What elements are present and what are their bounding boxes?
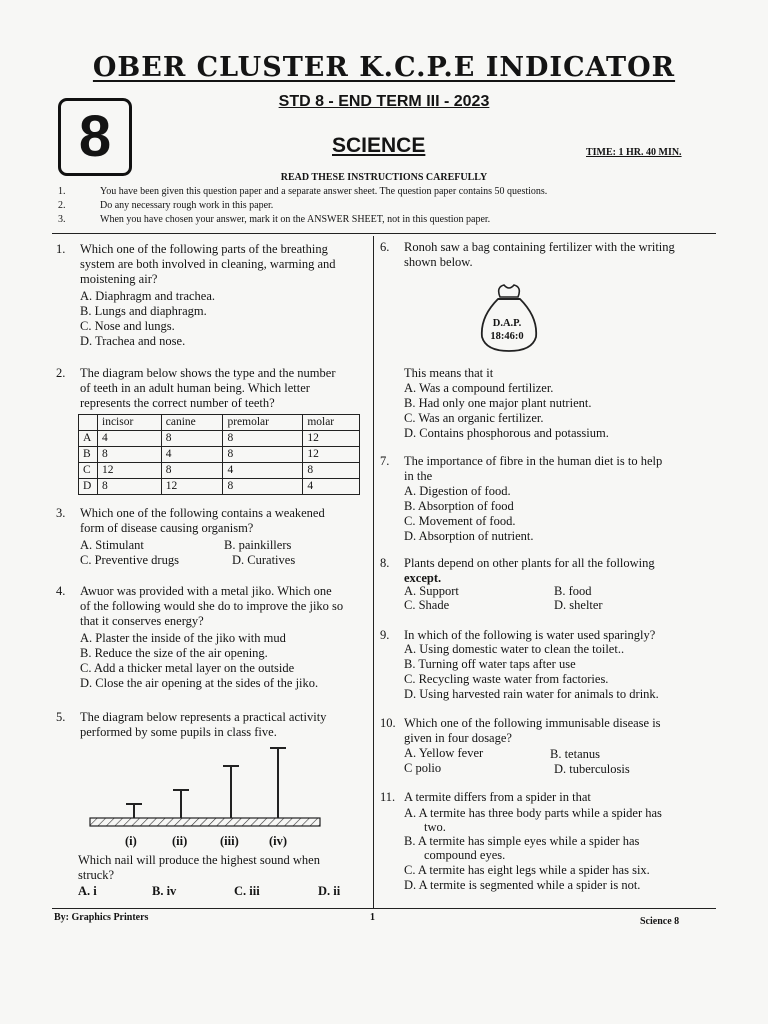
option-d: D. Absorption of nutrient. (404, 529, 534, 543)
header-divider (52, 233, 716, 234)
question-number: 5. (56, 710, 66, 724)
stem-line: represents the correct number of teeth? (80, 396, 275, 410)
table-cell: 8 (161, 431, 223, 447)
instruction-number: 1. (58, 186, 66, 197)
stem-line: The diagram below represents a practical activity (80, 710, 327, 724)
table-cell: 8 (223, 479, 303, 495)
option-b: B. tetanus (550, 747, 600, 761)
question-6 (380, 240, 710, 446)
table-cell: 8 (98, 479, 162, 495)
option-d: D. Close the air opening at the sides of the jiko. (80, 676, 319, 690)
table-row (79, 447, 360, 463)
table-cell: 12 (98, 463, 162, 479)
question-stem (80, 710, 326, 740)
stem-line: In which of the following is water used sparingly? (404, 628, 656, 642)
table-header-cell: canine (161, 415, 223, 431)
table-cell: C (79, 463, 98, 479)
nail-label-ii: (ii) (172, 834, 188, 848)
table-header-cell (79, 415, 98, 431)
question-stem (404, 628, 655, 643)
bag-label-line: D.A.P. (492, 318, 522, 329)
table-row (79, 479, 360, 495)
stem-line: The diagram below shows the type and the number (80, 366, 336, 380)
option-b: B. Reduce the size of the air opening. (80, 646, 268, 660)
table-cell: D (79, 479, 98, 495)
option-c: C. Recycling waste water from factories. (404, 672, 609, 686)
stem-line: Plants depend on other plants for all the following (404, 556, 655, 570)
option-a: A. Plaster the inside of the jiko with mud (80, 631, 286, 645)
option-a: A. Digestion of food. (404, 484, 511, 498)
stem-line: The importance of fibre in the human diet is to help (404, 454, 663, 468)
bag-label-line: 18:46:0 (490, 331, 524, 342)
question-stem (80, 584, 343, 629)
option-b: B. food (554, 584, 592, 598)
question-stem (80, 366, 336, 411)
nail-label-iii: (iii) (220, 834, 239, 848)
table-cell: 4 (303, 479, 360, 495)
option-b: B. Lungs and diaphragm. (80, 304, 207, 318)
stem-line: except. (404, 571, 442, 585)
question-stem (404, 240, 675, 270)
table-row (79, 431, 360, 447)
stem-line: that it conserves energy? (80, 614, 204, 628)
option-c: C. Nose and lungs. (80, 319, 175, 333)
instruction-text: Do any necessary rough work in this paper. (100, 200, 274, 211)
nail-label-iv: (iv) (269, 834, 288, 848)
question-stem (404, 716, 661, 746)
option-a: A. Yellow fever (404, 746, 484, 760)
table-header-cell: molar (303, 415, 360, 431)
question-8 (380, 556, 710, 618)
table-cell: 8 (161, 463, 223, 479)
exam-subtitle: STD 8 - END TERM III - 2023 (278, 93, 490, 110)
instruction-text: You have been given this question paper and a separate answer sheet. The question paper contains 50 questions. (100, 186, 548, 197)
question-number: 4. (56, 584, 66, 598)
option-c: C. Preventive drugs (80, 553, 179, 567)
option-c: C. Add a thicker metal layer on the outside (80, 661, 295, 675)
option-b: B. painkillers (224, 538, 292, 552)
question-number: 3. (56, 506, 66, 520)
option-d: D. Trachea and nose. (80, 334, 186, 348)
stem-line: A termite differs from a spider in that (404, 790, 591, 804)
printer-credit: By: Graphics Printers (54, 912, 149, 923)
grade-badge: 8 (58, 98, 132, 176)
question-11 (380, 790, 710, 898)
table-header-cell: incisor (98, 415, 162, 431)
stem-line: Which one of the following contains a weakened (80, 506, 325, 520)
question-text: Which nail will produce the highest sound when (78, 853, 320, 867)
table-cell: 8 (223, 447, 303, 463)
option-d: D. ii (318, 884, 341, 898)
option-d: D. Using harvested rain water for animals to drink. (404, 687, 659, 701)
question-stem (404, 790, 591, 805)
table-cell: 4 (98, 431, 162, 447)
question-text: struck? (78, 868, 115, 882)
question-1 (56, 242, 368, 352)
bag-label (482, 317, 532, 343)
stem-line: system are both involved in cleaning, warming and (80, 257, 336, 271)
question-number: 10. (380, 716, 396, 730)
option-d: D. Curatives (232, 553, 296, 567)
footer-divider (52, 908, 716, 909)
option-a: A. Diaphragm and trachea. (80, 289, 216, 303)
option-b: B. iv (152, 884, 177, 898)
stem-line: of the following would she do to improve the jiko so (80, 599, 344, 613)
table-header-cell: premolar (223, 415, 303, 431)
table-cell: 8 (303, 463, 360, 479)
option-c: C polio (404, 761, 442, 775)
subject-title: SCIENCE (332, 134, 426, 157)
footer-subject: Science 8 (640, 916, 680, 927)
question-number: 1. (56, 242, 66, 256)
exam-title: OBER CLUSTER K.C.P.E INDICATOR (92, 52, 676, 83)
question-lead: This means that it (404, 366, 494, 380)
stem-line: given in four dosage? (404, 731, 512, 745)
question-2 (56, 366, 368, 496)
table-row (79, 463, 360, 479)
stem-line: Awuor was provided with a metal jiko. Which one (80, 584, 332, 598)
question-7 (380, 454, 710, 544)
stem-line: Which one of the following immunisable disease is (404, 716, 661, 730)
question-number: 9. (380, 628, 390, 642)
table-header-row (79, 415, 360, 431)
option-b-continued: compound eyes. (424, 848, 506, 862)
table-cell: 12 (303, 447, 360, 463)
question-stem (80, 506, 325, 536)
instructions-heading: READ THESE INSTRUCTIONS CAREFULLY (280, 172, 488, 183)
page-number: 1 (370, 912, 375, 923)
question-number: 8. (380, 556, 390, 570)
time-allowed: TIME: 1 HR. 40 MIN. (586, 147, 682, 158)
option-d: D. tuberculosis (554, 762, 630, 776)
option-b: B. A termite has simple eyes while a spider has (404, 834, 640, 848)
option-b: B. Turning off water taps after use (404, 657, 576, 671)
teeth-table (78, 414, 360, 495)
question-stem (404, 556, 655, 586)
option-a: A. Support (404, 584, 459, 598)
option-a: A. Using domestic water to clean the toilet.. (404, 642, 625, 656)
instruction-number: 2. (58, 200, 66, 211)
option-d: D. Contains phosphorous and potassium. (404, 426, 609, 440)
option-c: C. iii (234, 884, 260, 898)
option-a: A. Was a compound fertilizer. (404, 381, 554, 395)
question-number: 6. (380, 240, 390, 254)
question-number: 7. (380, 454, 390, 468)
question-stem (80, 242, 336, 287)
stem-line: shown below. (404, 255, 473, 269)
option-a: A. A termite has three body parts while a spider has (404, 806, 662, 820)
table-cell: A (79, 431, 98, 447)
stem-line: performed by some pupils in class five. (80, 725, 277, 739)
table-cell: 12 (303, 431, 360, 447)
stem-line: of teeth in an adult human being. Which letter (80, 381, 310, 395)
question-10 (380, 716, 710, 780)
question-4 (56, 584, 368, 694)
option-d: D. A termite is segmented while a spider is not. (404, 878, 641, 892)
table-cell: 4 (161, 447, 223, 463)
table-cell: 8 (98, 447, 162, 463)
option-a-continued: two. (424, 820, 446, 834)
table-cell: 4 (223, 463, 303, 479)
question-number: 2. (56, 366, 66, 380)
option-b: B. Absorption of food (404, 499, 514, 513)
wooden-board (90, 818, 320, 826)
stem-line: form of disease causing organism? (80, 521, 254, 535)
question-3 (56, 506, 368, 572)
stem-line: moistening air? (80, 272, 158, 286)
question-9 (380, 628, 710, 704)
question-number: 11. (380, 790, 396, 804)
option-b: B. Had only one major plant nutrient. (404, 396, 592, 410)
option-c: C. A termite has eight legs while a spider has six. (404, 863, 650, 877)
option-d: D. shelter (554, 598, 603, 612)
table-cell: B (79, 447, 98, 463)
option-a: A. i (78, 884, 97, 898)
option-c: C. Shade (404, 598, 450, 612)
question-5 (56, 710, 368, 900)
table-cell: 8 (223, 431, 303, 447)
option-a: A. Stimulant (80, 538, 144, 552)
stem-line: Ronoh saw a bag containing fertilizer with the writing (404, 240, 675, 254)
question-stem (404, 454, 662, 484)
option-c: C. Movement of food. (404, 514, 516, 528)
stem-line: Which one of the following parts of the breathing (80, 242, 328, 256)
nail-label-i: (i) (125, 834, 137, 848)
table-cell: 12 (161, 479, 223, 495)
instruction-number: 3. (58, 214, 66, 225)
option-c: C. Was an organic fertilizer. (404, 411, 544, 425)
stem-line: in the (404, 469, 433, 483)
nails-diagram (86, 744, 326, 834)
instruction-text: When you have chosen your answer, mark it on the ANSWER SHEET, not in this question paper. (100, 214, 491, 225)
column-divider (373, 236, 374, 908)
